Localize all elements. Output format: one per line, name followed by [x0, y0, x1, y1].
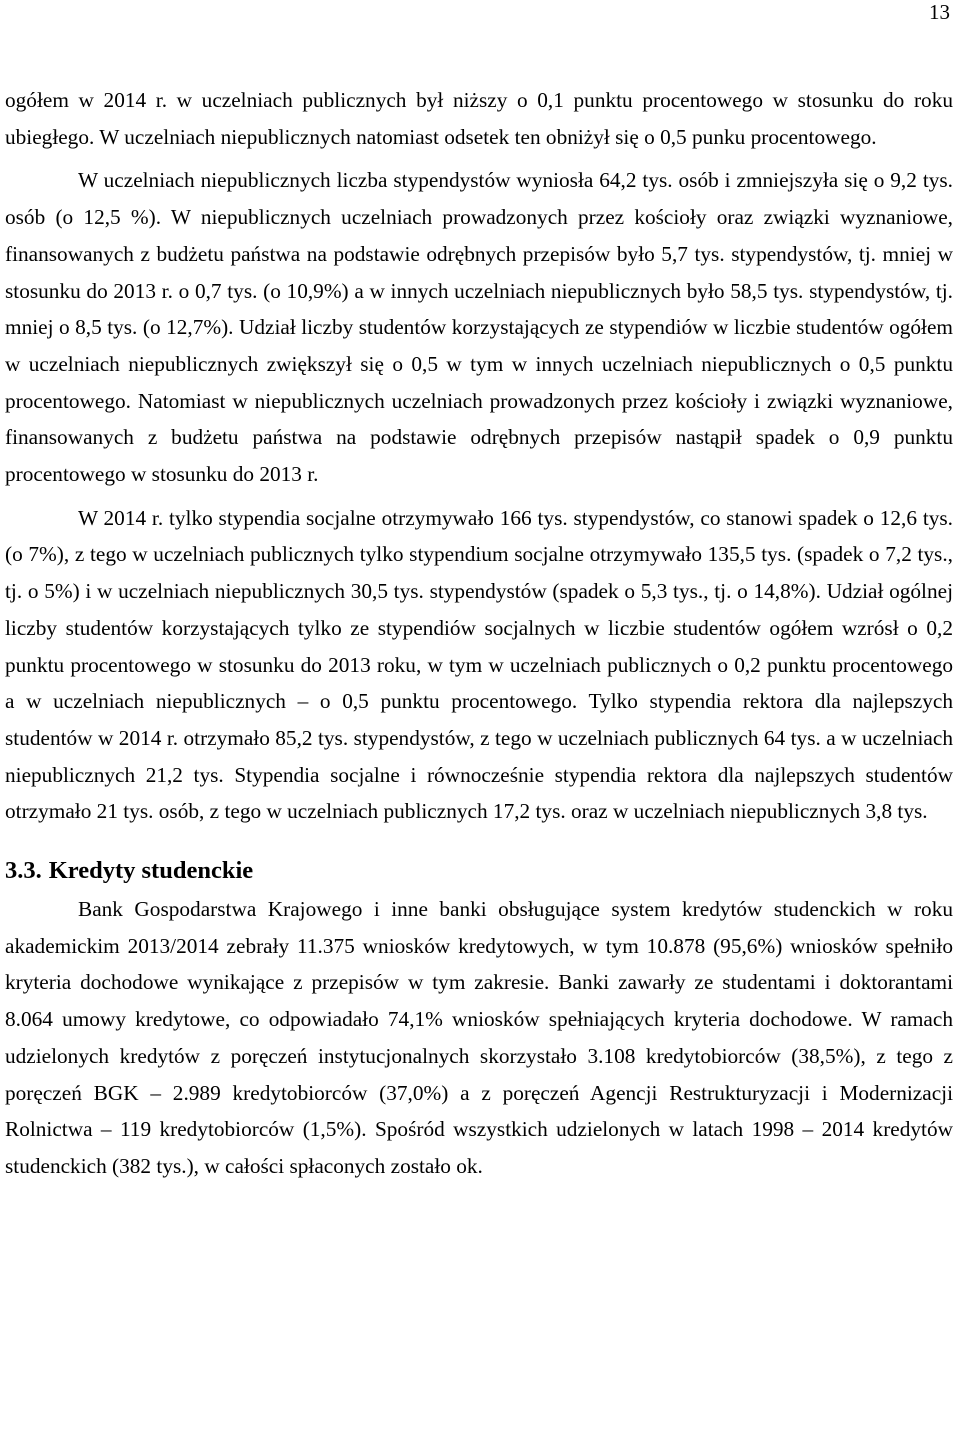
section-title: Kredyty studenckie	[48, 857, 254, 885]
paragraph-kredyty: Bank Gospodarstwa Krajowego i inne banki obsługujące system kredytów studenckich w roku akademickim 2013/2014 zebrały 11.375 wniosków kredytowych, w tym 10.878 (95,6%) wniosków spełniło kryteria dochodowe wynikające z przepisów w tym zakresie. Banki zawarły ze studentami i doktorantami 8.064 umowy kredytowe, co odpowiadało 74,1% wniosków spełniających kryteria dochodowe. W ramach udzielonych kredytów z poręczeń instytucjonalnych skorzystało 3.108 kredytobiorców (38,5%), z tego z poręczeń BGK – 2.989 kredytobiorców (37,0%) a z poręczeń Agencji Restrukturyzacji i Modernizacji Rolnictwa – 119 kredytobiorców (1,5%). Spośród wszystkich udzielonych w latach 1998 – 2014 kredytów studenckich (382 tys.), w całości spłaconych zostało ok.	[5, 897, 953, 1178]
section-number: 3.3.	[5, 857, 42, 885]
paragraph-stypendysci-niepubliczne: W uczelniach niepublicznych liczba stypendystów wyniosła 64,2 tys. osób i zmniejszyła się o 9,2 tys. osób (o 12,5 %). W niepublicznych uczelniach prowadzonych przez kościoły oraz związki wyznaniowe, finansowanych z budżetu państwa na podstawie odrębnych przepisów było 5,7 tys. stypendystów, tj. mniej w stosunku do 2013 r. o 0,7 tys. (o 10,9%) a w innych uczelniach niepublicznych było 58,5 tys. stypendystów, tj. mniej o 8,5 tys. (o 12,7%). Udział liczby studentów korzystających ze stypendiów w liczbie studentów ogółem w uczelniach niepublicznych zwiększył się o 0,5 w tym w innych uczelniach niepublicznych o 0,5 punktu procentowego. Natomiast w niepublicznych uczelniach prowadzonych przez kościoły i związki wyznaniowe, finansowanych z budżetu państwa na podstawie odrębnych przepisów nastąpił spadek o 0,9 punktu procentowego w stosunku do 2013 r.	[5, 168, 953, 487]
section-heading	[5, 851, 953, 891]
paragraph-stypendia-socjalne: W 2014 r. tylko stypendia socjalne otrzymywało 166 tys. stypendystów, co stanowi spadek o 12,6 tys. (o 7%), z tego w uczelniach publicznych tylko stypendium socjalne otrzymywało 135,5 tys. (spadek o 7,2 tys., tj. o 5%) i w uczelniach niepublicznych 30,5 tys. stypendystów (spadek o 5,3 tys., tj. o 14,8%). Udział ogólnej liczby studentów korzystających tylko ze stypendiów socjalnych w liczbie studentów ogółem wzrósł o 0,2 punktu procentowego w stosunku do 2013 roku, w tym w uczelniach publicznych o 0,2 punktu procentowego a w uczelniach niepublicznych – o 0,5 punktu procentowego. Tylko stypendia rektora dla najlepszych studentów w 2014 r. otrzymało 85,2 tys. stypendystów, z tego w uczelniach publicznych 64 tys. a w uczelniach niepublicznych 21,2 tys. Stypendia socjalne i równocześnie stypendia rektora dla najlepszych studentów otrzymało 21 tys. osób, z tego w uczelniach publicznych 17,2 tys. oraz w uczelniach niepublicznych 3,8 tys.	[5, 505, 953, 824]
paragraph-continuation: ogółem w 2014 r. w uczelniach publicznych był niższy o 0,1 punktu procentowego w stosunku do roku ubiegłego. W uczelniach niepublicznych natomiast odsetek ten obniżył się o 0,5 punku procentowego.	[5, 88, 953, 149]
document-body	[5, 82, 953, 1185]
page-number: 13	[929, 0, 950, 24]
